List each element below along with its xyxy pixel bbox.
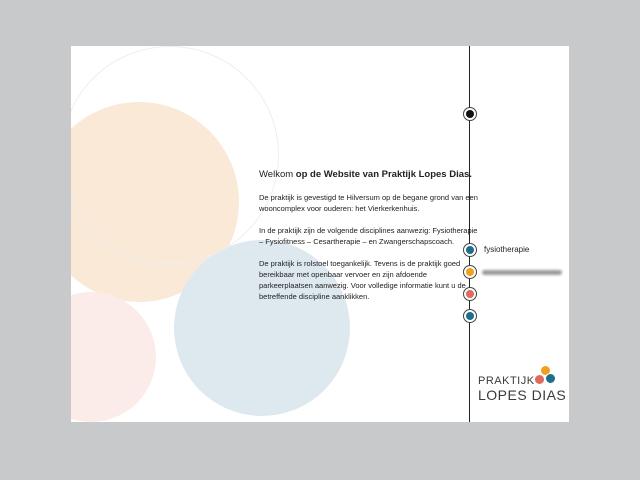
paragraph-accessibility: De praktijk is rolstoel toegankelijk. Tevens is de praktijk goed bereikbaar met openbaar vervoer en zijn afdoende parkeerplaatsen aanwezig. Voor volledige informatie kunt u de betreffende discipline aanklikken. xyxy=(259,259,466,301)
logo-line1: PRAKTIJK xyxy=(478,375,535,387)
logo-mark-icon xyxy=(534,365,558,389)
paragraph-disciplines: In de praktijk zijn de volgende disciplines aanwezig: Fysiotherapie – Fysiofitness – Cesartherapie – en Zwangerschapscoach. xyxy=(259,226,478,246)
logo[interactable] xyxy=(478,365,568,410)
logo-line2: LOPES DIAS xyxy=(478,387,567,403)
intro-text xyxy=(259,168,479,313)
welcome-plain: Welkom xyxy=(259,169,296,180)
paragraph-location: De praktijk is gevestigd te Hilversum op de begane grond van een wooncomplex voor ouderen: het Vierkerkenhuis. xyxy=(259,193,478,213)
home-dot[interactable] xyxy=(463,107,477,121)
nav-label-fysiotherapie[interactable]: fysiotherapie xyxy=(484,245,530,254)
page xyxy=(71,46,569,422)
welcome-bold: op de Website van Praktijk Lopes Dias. xyxy=(295,169,472,180)
hover-label-blurred xyxy=(482,270,562,275)
welcome-heading xyxy=(259,168,479,181)
decor-ring xyxy=(71,46,279,264)
decor-circle-pink xyxy=(71,292,156,422)
